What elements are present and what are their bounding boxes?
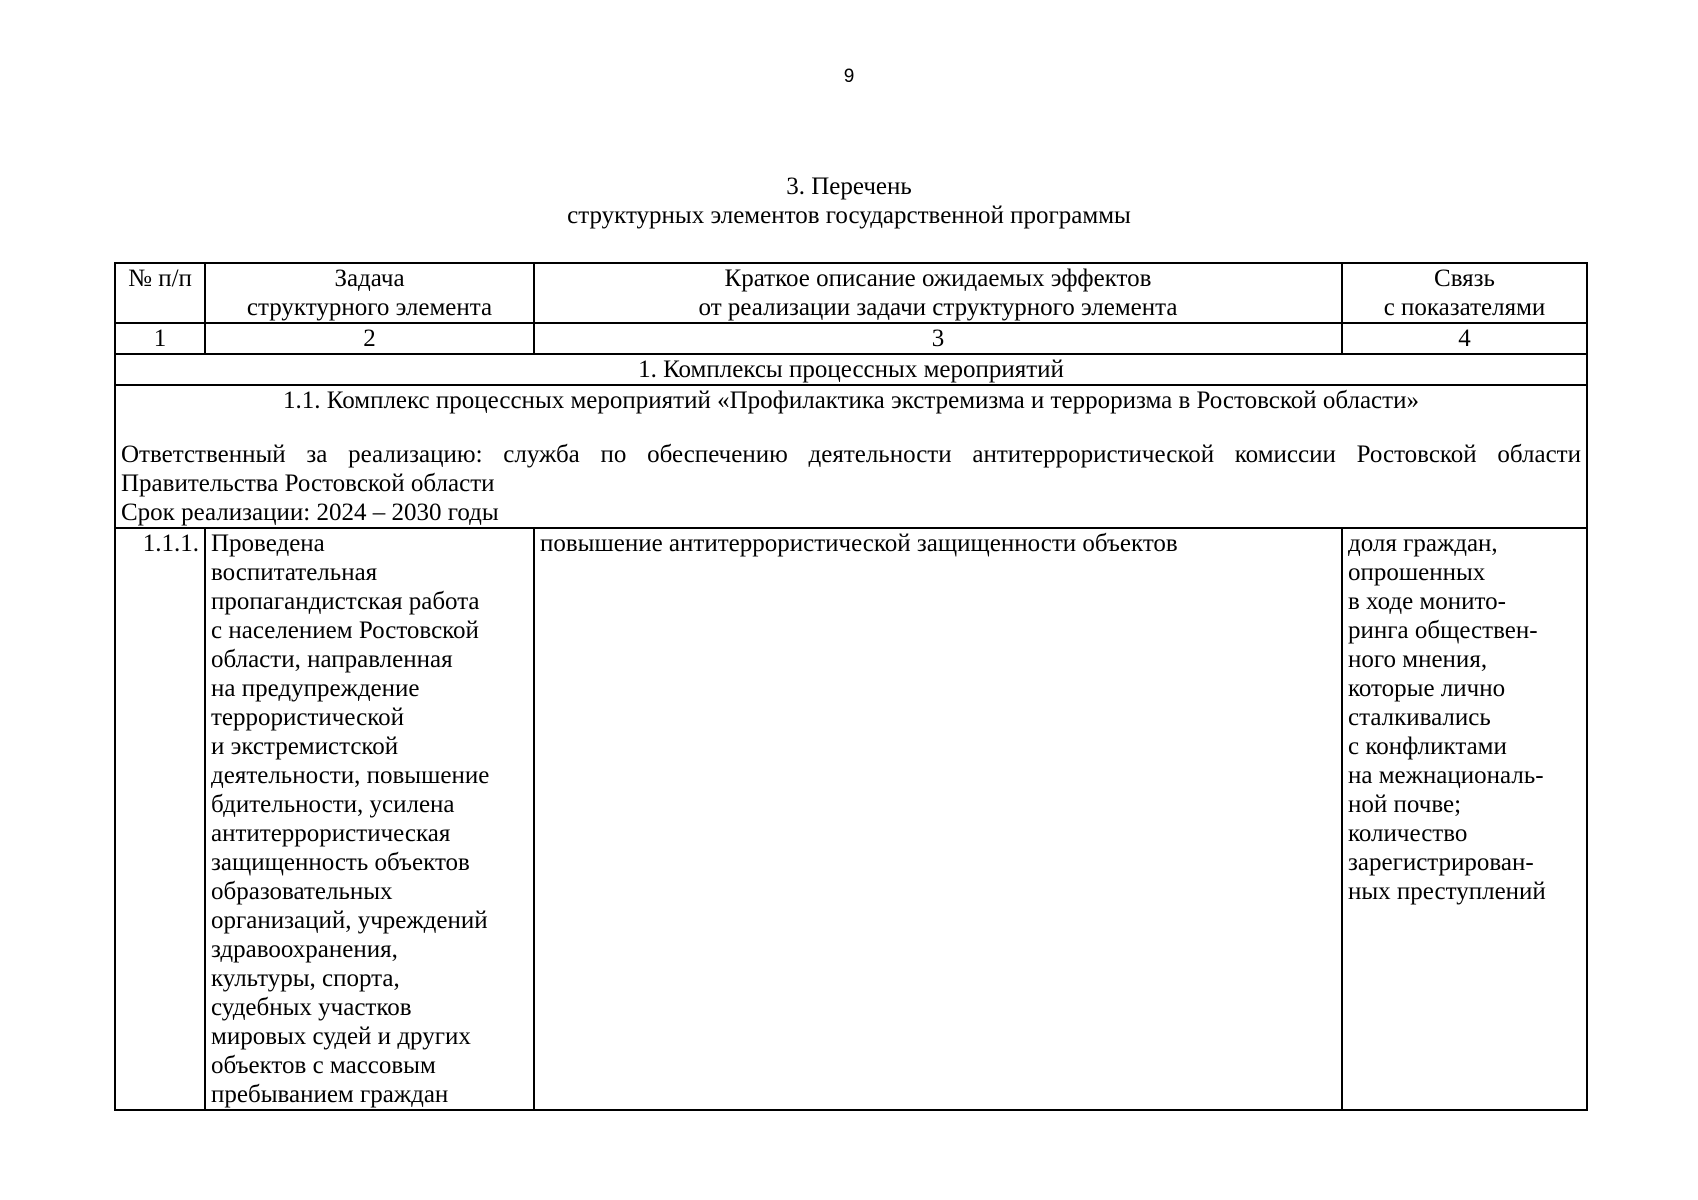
cell-line: с конфликтами <box>1348 733 1507 760</box>
column-number-2: 2 <box>205 323 534 354</box>
cell-line: образовательных <box>211 878 393 905</box>
cell-line: в ходе монито- <box>1348 588 1506 615</box>
title-line-2: структурных элементов государственной программы <box>567 202 1131 229</box>
cell-line: ринга обществен- <box>1348 617 1538 644</box>
cell-line: количество <box>1348 820 1468 847</box>
complex-title: 1.1. Комплекс процессных мероприятий «Профилактика экстремизма и терроризма в Ростовской области» <box>283 387 1419 414</box>
cell-line: Проведена <box>211 530 325 557</box>
cell-line: области, направленная <box>211 646 453 673</box>
column-number-3: 3 <box>534 323 1342 354</box>
cell-line: воспитательная <box>211 559 378 586</box>
title-line-1: 3. Перечень <box>786 173 912 200</box>
column-number-1: 1 <box>115 323 205 354</box>
cell-line: пропагандистская работа <box>211 588 480 615</box>
cell-line: культуры, спорта, <box>211 965 400 992</box>
structural-elements-table <box>114 262 1588 1111</box>
cell-line: опрошенных <box>1348 559 1486 586</box>
complex-row <box>115 385 1587 528</box>
cell-line: сталкивались <box>1348 704 1491 731</box>
cell-line: бдительности, усилена <box>211 791 455 818</box>
page-number: 9 <box>843 66 855 87</box>
column-number-4: 4 <box>1342 323 1587 354</box>
row-effect: повышение антитеррористической защищенности объектов <box>534 528 1342 1110</box>
cell-line: организаций, учреждений <box>211 907 488 934</box>
row-task <box>205 528 534 1110</box>
column-number-row <box>115 323 1587 354</box>
header-cell-indicators: Связь с показателями <box>1342 263 1587 323</box>
cell-line: ной почве; <box>1348 791 1462 818</box>
cell-line: зарегистрирован- <box>1348 849 1534 876</box>
cell-line: деятельности, повышение <box>211 762 490 789</box>
cell-line: здравоохранения, <box>211 936 398 963</box>
cell-line: судебных участков <box>211 994 412 1021</box>
table-row <box>115 528 1587 1110</box>
row-number: 1.1.1. <box>115 528 205 1110</box>
cell-line: мировых судей и других <box>211 1023 471 1050</box>
header-cell-task: Задача структурного элемента <box>205 263 534 323</box>
header-cell-effects: Краткое описание ожидаемых эффектов от реализации задачи структурного элемента <box>534 263 1342 323</box>
cell-line: с населением Ростовской <box>211 617 479 644</box>
complex-responsible: Ответственный за реализацию: служба по обеспечению деятельности антитеррористической комиссии Ростовской области Правительства Ростовской области <box>121 441 1581 497</box>
cell-line: объектов с массовым <box>211 1052 436 1079</box>
cell-line: которые лично <box>1348 675 1506 702</box>
document-title <box>0 172 1698 230</box>
row-indicators <box>1342 528 1587 1110</box>
header-cell-number: № п/п <box>115 263 205 323</box>
cell-line: на предупреждение <box>211 675 420 702</box>
cell-line: доля граждан, <box>1348 530 1498 557</box>
complex-cell <box>115 385 1587 528</box>
cell-line: антитеррористическая <box>211 820 451 847</box>
complex-period: Срок реализации: 2024 – 2030 годы <box>121 499 499 526</box>
cell-line: защищенность объектов <box>211 849 470 876</box>
cell-line: пребыванием граждан <box>211 1081 449 1108</box>
table-header-row <box>115 263 1587 323</box>
cell-line: и экстремистской <box>211 733 399 760</box>
cell-line: ного мнения, <box>1348 646 1488 673</box>
cell-line: на межнациональ- <box>1348 762 1544 789</box>
cell-line: ных преступлений <box>1348 878 1546 905</box>
section-row <box>115 354 1587 385</box>
section-title: 1. Комплексы процессных мероприятий <box>115 354 1587 385</box>
cell-line: террористической <box>211 704 404 731</box>
